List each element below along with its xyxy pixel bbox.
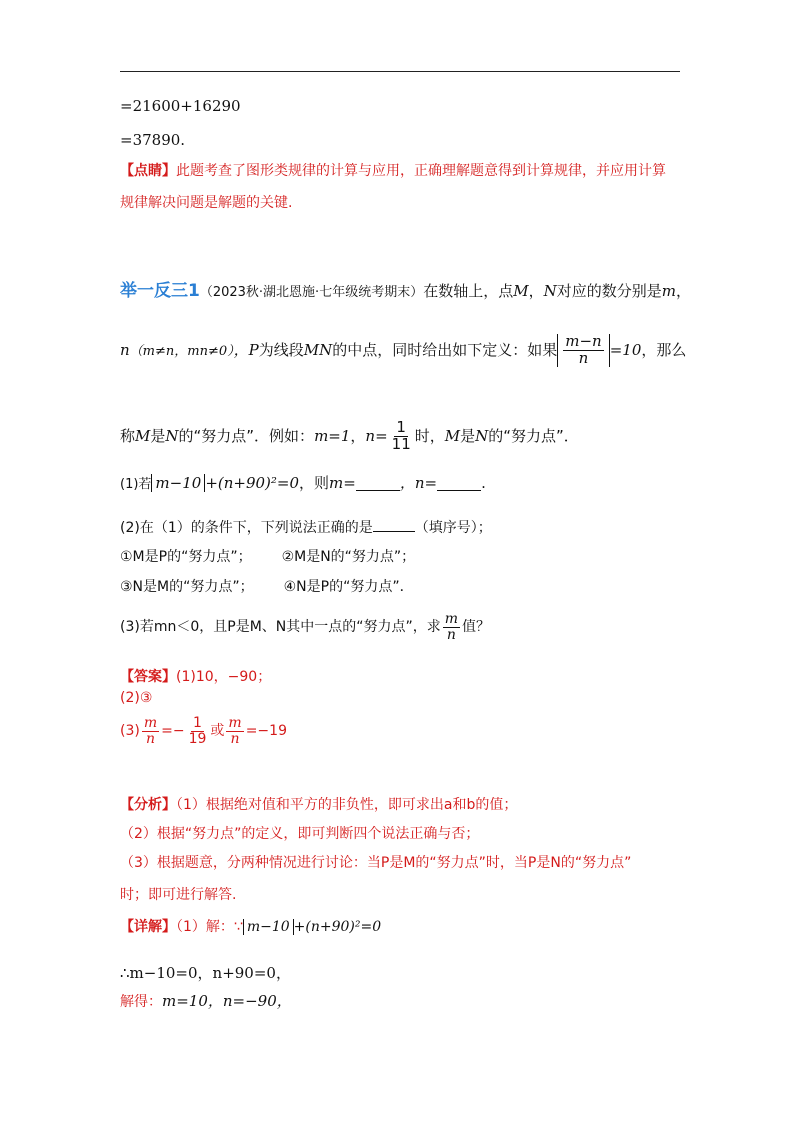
answer-blank-n[interactable] [437, 476, 481, 491]
detail-s1: （1）解：∵ [176, 919, 243, 935]
q3-end: 值？ [462, 619, 491, 636]
answer-tag: 【答案】 [120, 669, 176, 685]
q2-end: （填序号）； [414, 520, 492, 536]
text: 的“努力点”． [488, 426, 579, 445]
var-P: ，P [233, 340, 259, 359]
detail-equation [243, 919, 381, 935]
denominator: n [578, 348, 589, 367]
denominator: n [230, 730, 240, 747]
equation: =−19 [245, 723, 287, 740]
solve-equation: m=10，n=−90， [162, 992, 292, 1010]
text: 时， [414, 426, 445, 445]
analysis-line-3: （3）根据题意，分两种情况进行讨论：当P是M的“努力点”时，当P是N的“努力点” [120, 855, 632, 871]
sep: ， [675, 282, 691, 300]
var-N: N [543, 282, 557, 300]
fraction [390, 420, 413, 453]
text: 是 [150, 426, 166, 445]
abs-value: m−10 [151, 474, 205, 492]
q2-text: (2)在（1）的条件下，下列说法正确的是 [120, 520, 373, 536]
var-N: N [165, 426, 179, 445]
calc-line-2: =37890. [120, 131, 186, 149]
answer-1: (1)10，−90； [176, 669, 272, 685]
q3-text: (3)若mn＜0，且P是M、N其中一点的“努力点”，求 [120, 619, 441, 636]
option-4: ④N是P的“努力点”． [283, 579, 414, 595]
problem-title: 举一反三1 [120, 281, 200, 301]
problem-line-3 [120, 420, 579, 453]
var-M: M [513, 282, 529, 300]
text: 的中点，同时给出如下定义：如果 [332, 340, 558, 359]
abs-value: m−10 [243, 919, 294, 935]
answer-line-2: (2)③ [120, 690, 153, 706]
n-eq: ，n= [399, 474, 438, 492]
m-eq: m= [329, 474, 356, 492]
equation: +(n+90)²=0 [293, 919, 382, 935]
var-MN: MN [303, 340, 333, 359]
calc-line-1: =21600+16290 [120, 97, 241, 115]
fraction [142, 716, 159, 746]
denominator: n [446, 626, 456, 643]
q3-line [120, 612, 490, 642]
detail-line-2: ∴m−10=0，n+90=0， [120, 964, 291, 982]
answer-3-label: (3) [120, 723, 140, 740]
condition: （m≠n，mn≠0） [129, 343, 234, 359]
q1-line [120, 472, 486, 493]
analysis-line-2: （2）根据“努力点”的定义，即可判断四个说法正确与否； [120, 826, 480, 842]
sep: ， [528, 282, 544, 300]
text: ，则 [299, 474, 330, 492]
answer-line-1 [120, 666, 271, 686]
text: 是 [460, 426, 476, 445]
equation: m=1 [314, 426, 351, 445]
detail-line-1 [120, 916, 381, 936]
answer-blank-m[interactable] [356, 476, 400, 491]
problem-intro-2: 对应的数分别是 [556, 282, 662, 300]
analysis-tag: 【分析】 [120, 797, 176, 813]
q2-line [120, 517, 492, 537]
answer-blank-q2[interactable] [373, 517, 415, 532]
header-rule [120, 71, 680, 72]
numerator: 1 [193, 715, 202, 731]
problem-intro: 在数轴上，点 [423, 282, 514, 300]
problem-line-2 [120, 334, 686, 367]
equation: =10 [609, 340, 642, 359]
var-n: n [120, 340, 130, 359]
q1-label: (1)若 [120, 477, 152, 492]
denominator: n [145, 730, 155, 747]
text: 为线段 [258, 340, 304, 359]
denominator: 19 [188, 730, 207, 747]
var-m: m [661, 282, 676, 300]
detail-tag: 【详解】 [120, 919, 176, 935]
equation: =− [161, 723, 185, 740]
fraction [563, 334, 603, 367]
fraction [187, 716, 209, 746]
sep: . [481, 474, 486, 492]
var-M: M [444, 426, 461, 445]
numerator: m−n [565, 332, 602, 350]
detail-line-3 [120, 990, 292, 1011]
q2-options-1 [120, 546, 415, 566]
sep: ， [350, 426, 366, 445]
text: ，那么 [641, 340, 687, 359]
problem-source: （2023秋·湖北恩施·七年级统考期末） [199, 285, 424, 300]
numerator: 1 [396, 418, 406, 436]
var-N: N [475, 426, 489, 445]
text: 的“努力点”．例如： [178, 426, 315, 445]
dianjing-line-2: 规律解决问题是解题的关键. [120, 195, 293, 211]
fraction [443, 612, 460, 642]
numerator: m [444, 611, 459, 627]
option-2: ②M是N的“努力点”； [281, 549, 416, 565]
option-3: ③N是M的“努力点”； [120, 579, 254, 595]
abs-fraction [557, 334, 609, 367]
dianjing-tag: 【点睛】 [120, 163, 176, 179]
solve-text: 解得： [120, 994, 162, 1010]
option-1: ①M是P的“努力点”； [120, 549, 252, 565]
q2-options-2 [120, 576, 414, 596]
equation: +(n+90)²=0 [205, 474, 300, 492]
numerator: m [228, 715, 242, 731]
text: 称 [120, 426, 136, 445]
answer-line-3 [120, 716, 287, 746]
analysis-p1: （1）根据绝对值和平方的非负性，即可求出a和b的值； [176, 797, 518, 813]
or-text: 或 [210, 723, 225, 740]
analysis-line-4: 时；即可进行解答. [120, 887, 237, 903]
var-M: M [135, 426, 151, 445]
equation: n= [365, 426, 388, 445]
dianjing-line-1 [120, 160, 666, 180]
numerator: m [143, 715, 158, 731]
denominator: 11 [391, 434, 411, 453]
fraction [226, 716, 243, 746]
analysis-line-1 [120, 794, 517, 814]
dianjing-text-1: 此题考查了图形类规律的计算与应用，正确理解题意得到计算规律，并应用计算 [176, 163, 666, 179]
problem-line-1 [120, 276, 691, 301]
